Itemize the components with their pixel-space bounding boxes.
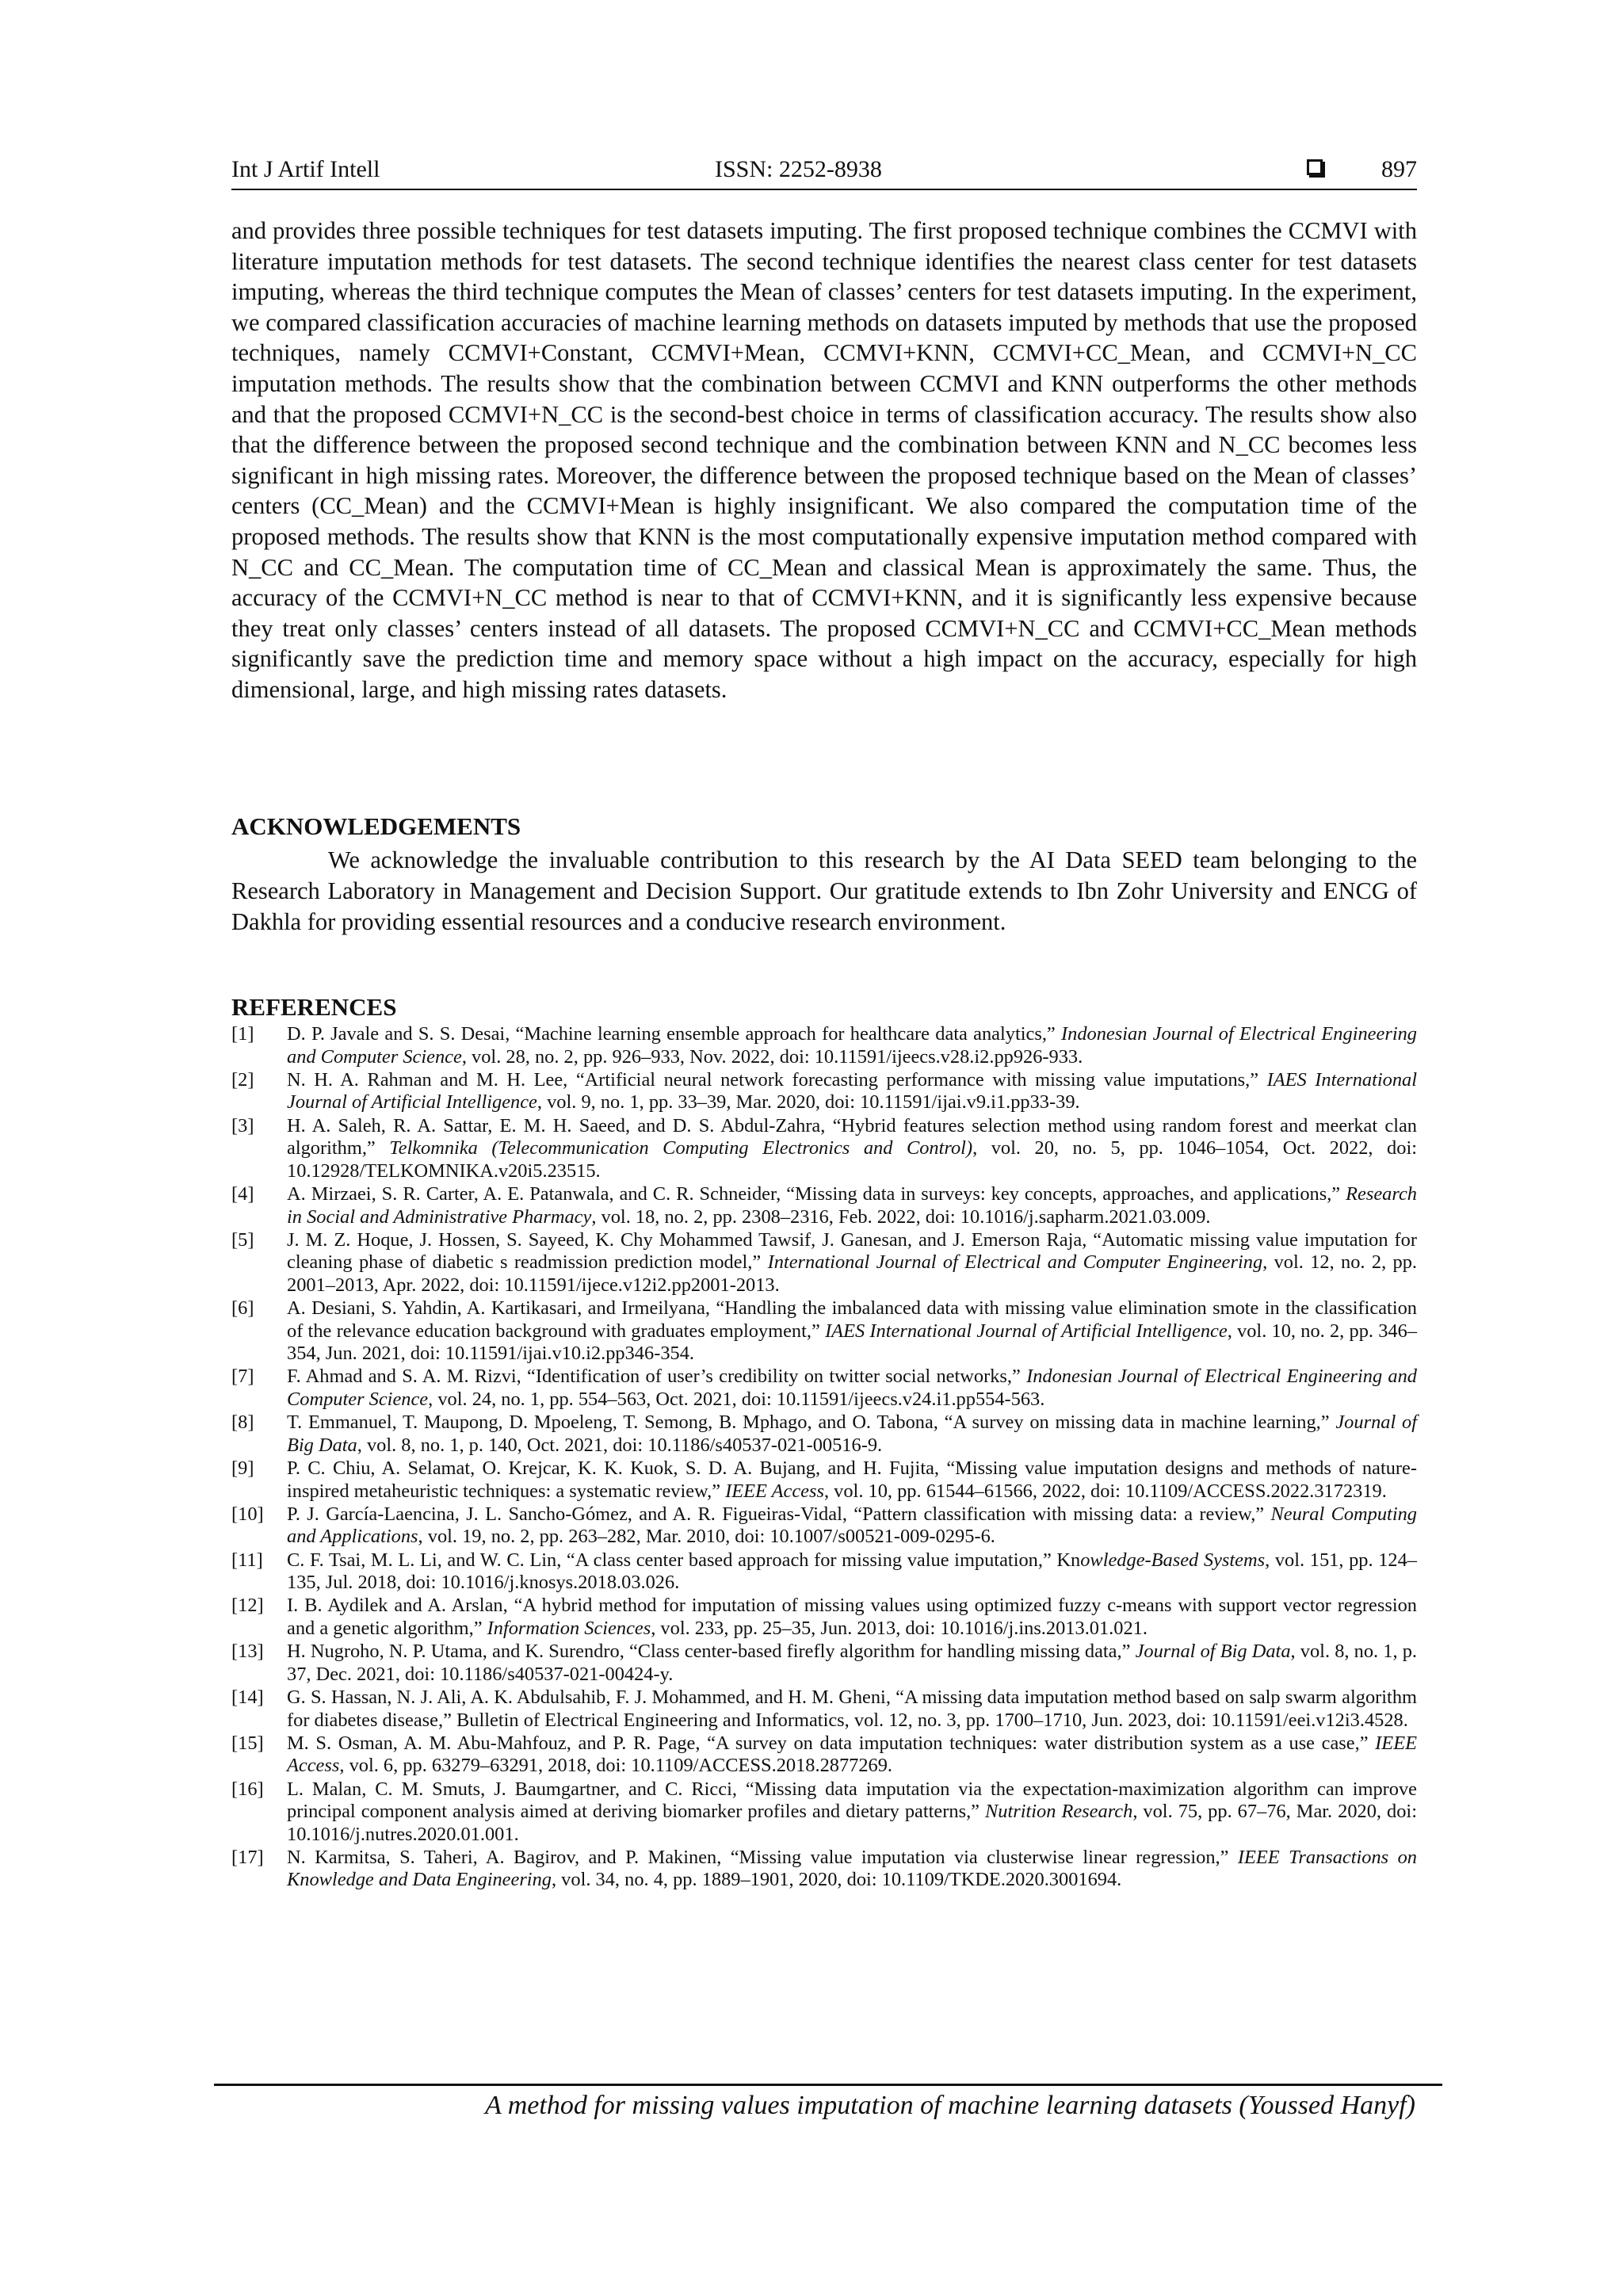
- conclusion-paragraph: and provides three possible techniques for test datasets imputing. The first proposed technique combines the CCMVI with literature imputation methods for test datasets. The second technique identifies the nearest class center for test datasets imputing, whereas the third technique computes the Mean of classes’ centers for test datasets imputing. In the experiment, we compared classification accuracies of machine learning methods on datasets imputed by methods that use the proposed techniques, namely CCMVI+Constant, CCMVI+Mean, CCMVI+KNN, CCMVI+CC_Mean, and CCMVI+N_CC imputation methods. The results show that the combination between CCMVI and KNN outperforms the other methods and that the proposed CCMVI+N_CC is the second-best choice in terms of classification accuracy. The results show also that the difference between the proposed second technique and the combination between KNN and N_CC becomes less significant in high missing rates. Moreover, the difference between the proposed technique based on the Mean of classes’ centers (CC_Mean) and the CCMVI+Mean is highly insignificant. We also compared the computation time of the proposed methods. The results show that KNN is the most computationally expensive imputation method compared with N_CC and CC_Mean. The computation time of CC_Mean and classical Mean is approximately the same. Thus, the accuracy of the CCMVI+N_CC method is near to that of CCMVI+KNN, and it is significantly less expensive because they treat only classes’ centers instead of all datasets. The proposed CCMVI+N_CC and CCMVI+CC_Mean methods significantly save the prediction time and memory space without a high impact on the accuracy, especially for high dimensional, large, and high missing rates datasets.: [231, 217, 1417, 703]
- reference-text: A. Mirzaei, S. R. Carter, A. E. Patanwala, and C. R. Schneider, “Missing data in surveys: key concepts, approaches, and applications,”: [287, 1182, 1346, 1205]
- reference-venue: IEEE Access: [725, 1480, 824, 1502]
- reference-number: [6]: [231, 1297, 254, 1320]
- reference-details: , vol. 75, pp. 67–76, Mar. 2020, doi: 10.1016/j.nutres.2020.01.001.: [287, 1801, 1417, 1845]
- reference-text: P. C. Chiu, A. Selamat, O. Krejcar, K. K. Kuok, S. D. A. Bujang, and H. Fujita, “Missing value imputation designs and methods of nature-inspired metaheuristic techniques: a systematic review,”: [287, 1457, 1417, 1502]
- reference-venue: Neural Computing and Applications: [287, 1503, 1417, 1548]
- reference-text: T. Emmanuel, T. Maupong, D. Mpoeleng, T. Semong, B. Mphago, and O. Tabona, “A survey on missing data in machine learning,”: [287, 1412, 1336, 1434]
- reference-venue: Information Sciences: [487, 1617, 651, 1639]
- reference-item: [231, 1115, 1417, 1183]
- reference-details: , vol. 24, no. 1, pp. 554–563, Oct. 2021, doi: 10.11591/ijeecs.v24.i1.pp554-563.: [428, 1389, 1045, 1411]
- reference-text: P. J. García-Laencina, J. L. Sancho-Gómez, and A. R. Figueiras-Vidal, “Pattern classification with missing data: a review,”: [287, 1503, 1271, 1525]
- reference-venue: Journal of Big Data: [1135, 1641, 1291, 1663]
- reference-venue: IEEE Transactions on Knowledge and Data Engineering: [287, 1846, 1417, 1891]
- page-number: 897: [1381, 156, 1417, 182]
- reference-details: , vol. 18, no. 2, pp. 2308–2316, Feb. 2022, doi: 10.1016/j.sapharm.2021.03.009.: [591, 1205, 1211, 1228]
- acknowledgements-heading: ACKNOWLEDGEMENTS: [231, 812, 521, 840]
- references-heading: REFERENCES: [231, 993, 397, 1021]
- reference-item: [231, 1595, 1417, 1640]
- reference-number: [3]: [231, 1114, 254, 1137]
- reference-item: [231, 1412, 1417, 1457]
- reference-venue: Indonesian Journal of Electrical Engineering and Computer Science: [287, 1366, 1417, 1411]
- reference-item: [231, 1687, 1417, 1732]
- references-list: [231, 1023, 1417, 1893]
- reference-details: , vol. 10, pp. 61544–61566, 2022, doi: 10.1109/ACCESS.2022.3172319.: [823, 1480, 1387, 1502]
- reference-number: [5]: [231, 1228, 254, 1251]
- square-bullet-icon: [1307, 159, 1323, 175]
- reference-text: M. S. Osman, A. M. Abu-Mahfouz, and P. R. Page, “A survey on data imputation techniques: water distribution system as a use case,”: [287, 1732, 1376, 1754]
- reference-venue: IAES International Journal of Artificial Intelligence: [287, 1068, 1418, 1114]
- reference-text: G. S. Hassan, N. J. Ali, A. K. Abdulsahib, F. J. Mohammed, and H. M. Gheni, “A missing data imputation method based on salp swarm algorithm for diabetes disease,” Bulletin of Electrical Engineering and Informatics, vol. 12, no. 3, pp. 1700–1710, Jun. 2023, doi: 10.11591/eei.v12i3.4528.: [287, 1686, 1417, 1731]
- reference-number: [15]: [231, 1732, 264, 1754]
- reference-venue: Research in Social and Administrative Pharmacy: [287, 1182, 1417, 1228]
- reference-details: , vol. 34, no. 4, pp. 1889–1901, 2020, doi: 10.1109/TKDE.2020.3001694.: [551, 1869, 1122, 1891]
- reference-text: A. Desiani, S. Yahdin, A. Kartikasari, and Irmeilyana, “Handling the imbalanced data with missing value elimination smote in the classification of the relevance education background with graduates employment,”: [287, 1297, 1417, 1342]
- reference-text: C. F. Tsai, M. L. Li, and W. C. Lin, “A class center based approach for missing value imputation,” Kn: [287, 1549, 1081, 1571]
- reference-number: [16]: [231, 1778, 264, 1800]
- reference-item: [231, 1069, 1417, 1114]
- reference-venue: IEEE Access: [287, 1732, 1417, 1777]
- reference-details: , vol. 20, no. 5, pp. 1046–1054, Oct. 2022, doi: 10.12928/TELKOMNIKA.v20i5.23515.: [287, 1137, 1417, 1182]
- page-header: [231, 152, 1417, 187]
- reference-venue: Journal of Big Data: [287, 1412, 1417, 1456]
- reference-item: [231, 1733, 1417, 1778]
- reference-text: J. M. Z. Hoque, J. Hossen, S. Sayeed, K. Chy Mohammed Tawsif, J. Ganesan, and J. Emerson Raja, “Automatic missing value imputation for cleaning phase of diabetic s readmission prediction model,”: [287, 1228, 1417, 1274]
- reference-venue: Indonesian Journal of Electrical Engineering and Computer Science: [287, 1023, 1417, 1068]
- reference-item: [231, 1549, 1417, 1595]
- reference-details: , vol. 9, no. 1, pp. 33–39, Mar. 2020, doi: 10.11591/ijai.v9.i1.pp33-39.: [537, 1091, 1080, 1114]
- reference-item: [231, 1503, 1417, 1549]
- reference-text: H. Nugroho, N. P. Utama, and K. Surendro, “Class center-based firefly algorithm for handling missing data,”: [287, 1641, 1136, 1663]
- acknowledgements-paragraph: We acknowledge the invaluable contribution to this research by the AI Data SEED team belonging to the Research Laboratory in Management and Decision Support. Our gratitude extends to Ibn Zohr University and ENCG of Dakhla for providing essential resources and a conducive research environment.: [231, 846, 1417, 935]
- reference-details: , vol. 28, no. 2, pp. 926–933, Nov. 2022, doi: 10.11591/ijeecs.v28.i2.pp926-933.: [461, 1045, 1083, 1068]
- reference-item: [231, 1778, 1417, 1847]
- header-divider: [231, 189, 1417, 190]
- reference-venue: owledge-Based Systems: [1080, 1549, 1266, 1571]
- reference-item: [231, 1229, 1417, 1297]
- reference-venue: Telkomnika (Telecommunication Computing Electronics and Control): [389, 1137, 973, 1159]
- reference-details: , vol. 12, no. 2, pp. 2001–2013, Apr. 2022, doi: 10.11591/ijece.v12i2.pp2001-2013.: [287, 1251, 1417, 1296]
- reference-number: [1]: [231, 1023, 254, 1045]
- reference-details: , vol. 8, no. 1, p. 140, Oct. 2021, doi: 10.1186/s40537-021-00516-9.: [357, 1434, 883, 1456]
- reference-number: [14]: [231, 1686, 264, 1708]
- reference-item: [231, 1847, 1417, 1892]
- reference-text: F. Ahmad and S. A. M. Rizvi, “Identification of user’s credibility on twitter social networks,”: [287, 1366, 1027, 1388]
- reference-venue: Nutrition Research: [985, 1801, 1133, 1823]
- reference-details: , vol. 8, no. 1, p. 37, Dec. 2021, doi: 10.1186/s40537-021-00424-y.: [287, 1641, 1418, 1685]
- reference-item: [231, 1297, 1417, 1366]
- reference-text: N. Karmitsa, S. Taheri, A. Bagirov, and P. Makinen, “Missing value imputation via clusterwise linear regression,”: [287, 1846, 1238, 1868]
- reference-item: [231, 1366, 1417, 1411]
- reference-item: [231, 1023, 1417, 1068]
- reference-number: [17]: [231, 1846, 264, 1868]
- journal-name: Int J Artif Intell: [231, 156, 380, 182]
- reference-item: [231, 1641, 1417, 1686]
- running-footer: A method for missing values imputation of machine learning datasets (Youssed Hanyf): [485, 2091, 1415, 2120]
- reference-text: D. P. Javale and S. S. Desai, “Machine learning ensemble approach for healthcare data analytics,”: [287, 1023, 1061, 1045]
- reference-number: [12]: [231, 1595, 264, 1617]
- reference-item: [231, 1457, 1417, 1503]
- reference-number: [8]: [231, 1412, 254, 1434]
- reference-venue: International Journal of Electrical and Computer Engineering: [767, 1251, 1263, 1274]
- reference-text: N. H. A. Rahman and M. H. Lee, “Artificial neural network forecasting performance with missing value imputations,”: [287, 1068, 1267, 1091]
- reference-text: I. B. Aydilek and A. Arslan, “A hybrid method for imputation of missing values using optimized fuzzy c-means with support vector regression and a genetic algorithm,”: [287, 1595, 1417, 1639]
- issn: ISSN: 2252-8938: [715, 156, 882, 182]
- reference-text: H. A. Saleh, R. A. Sattar, E. M. H. Saeed, and D. S. Abdul-Zahra, “Hybrid features selection method using random forest and meerkat clan algorithm,”: [287, 1114, 1417, 1159]
- reference-text: L. Malan, C. M. Smuts, J. Baumgartner, and C. Ricci, “Missing data imputation via the expectation-maximization algorithm can improve principal component analysis aimed at deriving biomarker profiles and dietary patterns,”: [287, 1778, 1417, 1823]
- reference-details: , vol. 6, pp. 63279–63291, 2018, doi: 10.1109/ACCESS.2018.2877269.: [339, 1755, 893, 1777]
- reference-number: [7]: [231, 1366, 254, 1388]
- reference-details: , vol. 151, pp. 124–135, Jul. 2018, doi: 10.1016/j.knosys.2018.03.026.: [287, 1549, 1417, 1594]
- reference-number: [11]: [231, 1549, 263, 1571]
- reference-number: [4]: [231, 1182, 254, 1205]
- footer-divider: [214, 2084, 1442, 2086]
- reference-number: [10]: [231, 1503, 264, 1525]
- reference-venue: IAES International Journal of Artificial Intelligence: [825, 1320, 1228, 1342]
- reference-number: [2]: [231, 1068, 254, 1091]
- reference-number: [13]: [231, 1641, 264, 1663]
- reference-details: , vol. 10, no. 2, pp. 346–354, Jun. 2021, doi: 10.11591/ijai.v10.i2.pp346-354.: [287, 1320, 1418, 1365]
- reference-item: [231, 1183, 1417, 1228]
- reference-details: , vol. 233, pp. 25–35, Jun. 2013, doi: 10.1016/j.ins.2013.01.021.: [651, 1617, 1148, 1639]
- reference-details: , vol. 19, no. 2, pp. 263–282, Mar. 2010, doi: 10.1007/s00521-009-0295-6.: [418, 1526, 995, 1548]
- reference-number: [9]: [231, 1457, 254, 1480]
